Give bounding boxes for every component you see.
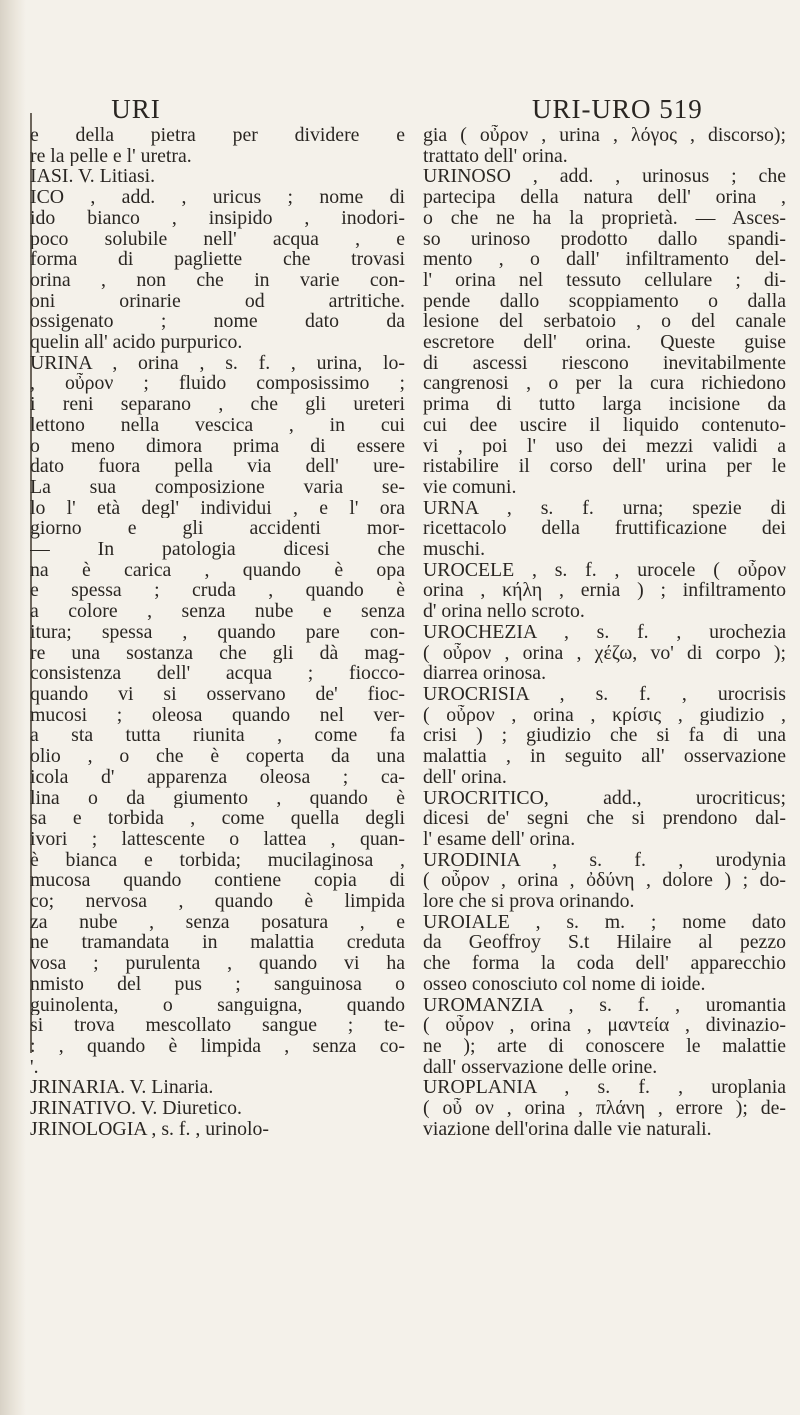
- text-line: e della pietra per dividere e: [30, 125, 405, 146]
- text-line: trattato dell' orina.: [423, 145, 568, 167]
- text-line: o che ne ha la proprietà. — Asces-: [423, 207, 786, 229]
- text-line: ICO , add. , uricus ; nome di: [30, 187, 405, 208]
- text-line: UROCELE , s. f. , urocele ( οὖρον: [423, 559, 786, 581]
- text-line: di ascessi riescono inevitabilmente: [423, 352, 786, 374]
- text-line: URNA , s. f. urna; spezie di: [423, 497, 786, 519]
- text-line: a colore , senza nube e senza: [30, 601, 405, 622]
- text-line: UROCRITICO, add., urocriticus;: [423, 787, 786, 809]
- text-line: sa e torbida , come quella degli: [30, 808, 405, 829]
- text-line: crisi ) ; giudizio che si fa di una: [423, 725, 786, 747]
- text-line: mento , o dall' infiltramento del-: [423, 249, 786, 270]
- text-line: itura; spessa , quando pare con-: [30, 621, 405, 643]
- text-line: UROIALE , s. m. ; nome dato: [423, 911, 786, 933]
- text-line: osseo conosciuto col nome di ioide.: [423, 973, 706, 995]
- text-line: ( οὖρον , orina , κρίσις , giudizio ,: [423, 704, 786, 726]
- text-line: URINA , orina , s. f. , urina, lo-: [30, 352, 405, 374]
- text-line: La sua composizione varia se-: [30, 476, 405, 498]
- text-line: ( οὖρον , orina , ὀδύνη , dolore ) ; do-: [423, 870, 786, 892]
- text-line: nmisto del pus ; sanguinosa o: [30, 973, 405, 995]
- text-line: forma di pagliette che trovasi: [30, 249, 405, 270]
- text-line: si trova mescollato sangue ; te-: [30, 1015, 405, 1036]
- text-line: UROPLANIA , s. f. , uroplania: [423, 1077, 786, 1099]
- text-line: na è carica , quando è opa: [30, 559, 405, 581]
- text-line: lo l' età degl' individui , e l' ora: [30, 497, 405, 519]
- text-line: malattia , in seguito all' osservazione: [423, 746, 786, 767]
- running-header-left: URI: [111, 94, 161, 124]
- text-line: ne ); arte di conoscere le malattie: [423, 1035, 786, 1057]
- text-line: ossigenato ; nome dato da: [30, 311, 405, 333]
- text-line: ( οὖ ον , orina , πλάνη , errore ); de-: [423, 1098, 786, 1119]
- text-line: UROCRISIA , s. f. , urocrisis: [423, 683, 786, 705]
- text-line: ivori ; lattescente o lattea , quan-: [30, 828, 405, 850]
- text-line: lettono nella vescica , in cui: [30, 414, 405, 436]
- text-line: i reni separano , che gli ureteri: [30, 394, 405, 415]
- text-line: olio , o che è coperta da una: [30, 746, 405, 767]
- text-line: escretore dell' orina. Queste guise: [423, 332, 786, 353]
- text-line: lesione del serbatoio , o del canale: [423, 311, 786, 333]
- text-line: lina o da giumento , quando è: [30, 787, 405, 809]
- text-line: ristabilire il corso dell' urina per le: [423, 456, 786, 477]
- text-line: co; nervosa , quando è limpida: [30, 891, 405, 912]
- text-line: JRINOLOGIA , s. f. , urinolo-: [30, 1118, 270, 1140]
- text-line: ricettacolo della fruttificazione dei: [423, 518, 786, 540]
- text-line: cangrenosi , o per la cura richiedono: [423, 373, 786, 395]
- text-line: diarrea orinosa.: [423, 663, 547, 684]
- text-line: l' orina nel tessuto cellulare ; di-: [423, 269, 786, 291]
- text-line: che forma la coda dell' apparecchio: [423, 953, 786, 974]
- left-column: [30, 125, 405, 1139]
- text-line: gia ( οὖρον , urina , λόγος , discorso);: [423, 125, 786, 146]
- text-line: quando vi si osservano de' fioc-: [30, 683, 405, 705]
- text-line: pende dallo scoppiamento o dalla: [423, 290, 786, 312]
- text-line: ( οὖρον , orina , μαντεία , divinazio-: [423, 1015, 786, 1036]
- text-line: vosa ; purulenta , quando vi ha: [30, 953, 405, 974]
- text-line: vie comuni.: [423, 476, 517, 498]
- text-line: vi , poi l' uso dei mezzi validi a: [423, 435, 786, 457]
- binding-edge: [0, 0, 26, 1415]
- text-line: UROMANZIA , s. f. , uromantia: [423, 994, 786, 1016]
- text-line: re la pelle e l' uretra.: [30, 145, 192, 167]
- text-line: dato fuora pella via dell' ure-: [30, 456, 405, 477]
- text-line: giorno e gli accidenti mor-: [30, 518, 405, 540]
- text-line: partecipa della natura dell' orina ,: [423, 187, 786, 208]
- text-line: ido bianco , insipido , inodori-: [30, 207, 405, 229]
- text-line: quelin all' acido purpurico.: [30, 332, 243, 353]
- text-line: za nube , senza posatura , e: [30, 911, 405, 933]
- text-line: so urinoso prodotto dallo spandi-: [423, 228, 786, 250]
- text-line: guinolenta, o sanguigna, quando: [30, 994, 405, 1016]
- text-line: d' orina nello scroto.: [423, 601, 585, 622]
- text-line: IASI. V. Litiasi.: [30, 166, 156, 188]
- text-line: cui dee uscire il liquido contenuto-: [423, 414, 786, 436]
- text-line: viazione dell'orina dalle vie naturali.: [423, 1118, 712, 1140]
- text-line: UROCHEZIA , s. f. , urochezia: [423, 621, 786, 643]
- text-line: URODINIA , s. f. , urodynia: [423, 849, 786, 871]
- text-line: ne tramandata in malattia creduta: [30, 932, 405, 954]
- text-line: orina , non che in varie con-: [30, 269, 405, 291]
- text-line: icola d' apparenza oleosa ; ca-: [30, 766, 405, 788]
- text-line: ( οὖρον , orina , χέζω, vo' di corpo );: [423, 642, 786, 664]
- text-line: a sta tutta riunita , come fa: [30, 725, 405, 747]
- running-header-right: URI-URO 519: [532, 94, 703, 124]
- text-line: l' esame dell' orina.: [423, 828, 576, 850]
- text-line: consistenza dell' acqua ; fiocco-: [30, 663, 405, 684]
- text-line: orina , κήλη , ernia ) ; infiltramento: [423, 580, 786, 602]
- text-line: — In patologia dicesi che: [30, 539, 405, 560]
- text-line: o meno dimora prima di essere: [30, 435, 405, 457]
- right-column: [423, 125, 786, 1139]
- text-line: JRINATIVO. V. Diuretico.: [30, 1098, 242, 1119]
- text-line: : , quando è limpida , senza co-: [30, 1035, 405, 1057]
- text-line: muschi.: [423, 539, 486, 560]
- text-line: dall' osservazione delle orine.: [423, 1056, 658, 1078]
- text-line: e spessa ; cruda , quando è: [30, 580, 405, 602]
- text-line: '.: [30, 1056, 39, 1078]
- text-line: è bianca e torbida; mucilaginosa ,: [30, 849, 405, 871]
- text-line: mucosi ; oleosa quando nel ver-: [30, 704, 405, 726]
- text-line: oni orinarie od artritiche.: [30, 290, 405, 312]
- text-line: lore che si prova orinando.: [423, 891, 635, 912]
- text-line: da Geoffroy S.t Hilaire al pezzo: [423, 932, 786, 954]
- text-line: re una sostanza che gli dà mag-: [30, 642, 405, 664]
- text-line: prima di tutto larga incisione da: [423, 394, 786, 415]
- text-line: URINOSO , add. , urinosus ; che: [423, 166, 786, 188]
- text-line: , οὖρον ; fluido composissimo ;: [30, 373, 405, 395]
- text-line: mucosa quando contiene copia di: [30, 870, 405, 892]
- text-line: JRINARIA. V. Linaria.: [30, 1077, 214, 1099]
- text-line: poco solubile nell' acqua , e: [30, 228, 405, 250]
- text-line: dell' orina.: [423, 766, 507, 788]
- text-line: dicesi de' segni che si prendono dal-: [423, 808, 786, 829]
